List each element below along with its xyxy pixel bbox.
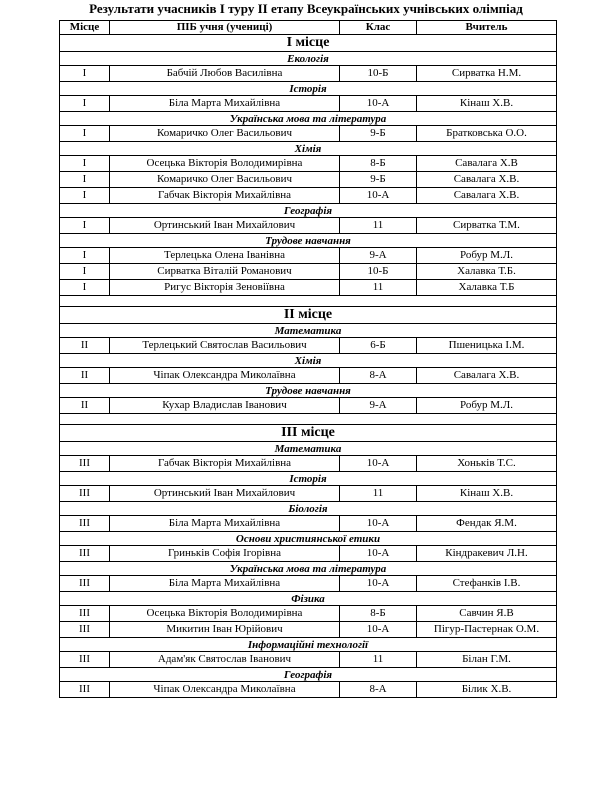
teacher-cell: Білик Х.В. <box>417 682 557 698</box>
teacher-cell: Робур М.Л. <box>417 398 557 414</box>
class-cell: 8-Б <box>340 606 417 622</box>
class-cell: 11 <box>340 218 417 234</box>
place-cell: ІІ <box>60 398 110 414</box>
class-cell: 10-Б <box>340 264 417 280</box>
class-cell: 9-А <box>340 248 417 264</box>
teacher-cell: Халавка Т.Б. <box>417 264 557 280</box>
table-row <box>60 126 557 142</box>
place-heading: І місце <box>60 35 557 52</box>
student-name-cell: Ортинський Іван Михайлович <box>110 218 340 234</box>
subject-row <box>60 668 557 682</box>
class-cell: 11 <box>340 486 417 502</box>
place-heading: ІІ місце <box>60 307 557 324</box>
class-cell: 10-А <box>340 622 417 638</box>
subject-heading: Хімія <box>60 142 557 156</box>
place-cell: ІІІ <box>60 576 110 592</box>
results-table <box>59 20 557 698</box>
subject-heading: Математика <box>60 442 557 456</box>
table-row <box>60 622 557 638</box>
subject-row <box>60 442 557 456</box>
place-heading: ІІІ місце <box>60 425 557 442</box>
teacher-cell: Савалага Х.В <box>417 156 557 172</box>
class-cell: 10-Б <box>340 66 417 82</box>
table-row <box>60 398 557 414</box>
student-name-cell: Микитин Іван Юрійович <box>110 622 340 638</box>
table-row <box>60 606 557 622</box>
subject-row <box>60 354 557 368</box>
student-name-cell: Гриньків Софія Ігорівна <box>110 546 340 562</box>
col-header-class: Клас <box>340 21 417 35</box>
table-row <box>60 156 557 172</box>
teacher-cell: Братковська О.О. <box>417 126 557 142</box>
place-cell: ІІІ <box>60 486 110 502</box>
class-cell: 9-Б <box>340 126 417 142</box>
student-name-cell: Біла Марта Михайлівна <box>110 96 340 112</box>
spacer-cell <box>60 296 557 307</box>
place-cell: ІІ <box>60 338 110 354</box>
place-cell: І <box>60 218 110 234</box>
subject-heading: Українська мова та література <box>60 562 557 576</box>
place-cell: І <box>60 248 110 264</box>
subject-heading: Біологія <box>60 502 557 516</box>
student-name-cell: Чіпак Олександра Миколаївна <box>110 368 340 384</box>
class-cell: 11 <box>340 280 417 296</box>
subject-row <box>60 324 557 338</box>
place-cell: І <box>60 280 110 296</box>
teacher-cell: Сирватка Т.М. <box>417 218 557 234</box>
class-cell: 10-А <box>340 96 417 112</box>
student-name-cell: Сирватка Віталій Романович <box>110 264 340 280</box>
subject-row <box>60 638 557 652</box>
results-body <box>60 35 557 698</box>
place-cell: ІІІ <box>60 606 110 622</box>
student-name-cell: Адам'як Святослав Іванович <box>110 652 340 668</box>
subject-row <box>60 472 557 486</box>
place-cell: І <box>60 66 110 82</box>
spacer-row <box>60 414 557 425</box>
teacher-cell: Фендак Я.М. <box>417 516 557 532</box>
student-name-cell: Габчак Вікторія Михайлівна <box>110 456 340 472</box>
subject-row <box>60 592 557 606</box>
subject-heading: Математика <box>60 324 557 338</box>
table-row <box>60 218 557 234</box>
subject-row <box>60 562 557 576</box>
student-name-cell: Габчак Вікторія Михайлівна <box>110 188 340 204</box>
class-cell: 10-А <box>340 546 417 562</box>
teacher-cell: Пшеницька І.М. <box>417 338 557 354</box>
place-heading-row <box>60 425 557 442</box>
student-name-cell: Осецька Вікторія Володимирівна <box>110 156 340 172</box>
teacher-cell: Савалага Х.В. <box>417 172 557 188</box>
student-name-cell: Біла Марта Михайлівна <box>110 576 340 592</box>
teacher-cell: Кіндракевич Л.Н. <box>417 546 557 562</box>
student-name-cell: Терлецька Олена Іванівна <box>110 248 340 264</box>
class-cell: 10-А <box>340 188 417 204</box>
teacher-cell: Савалага Х.В. <box>417 368 557 384</box>
class-cell: 10-А <box>340 516 417 532</box>
place-cell: ІІІ <box>60 516 110 532</box>
teacher-cell: Білан Г.М. <box>417 652 557 668</box>
place-cell: ІІІ <box>60 546 110 562</box>
student-name-cell: Ригус Вікторія Зеновіївна <box>110 280 340 296</box>
student-name-cell: Ортинський Іван Михайлович <box>110 486 340 502</box>
subject-heading: Історія <box>60 82 557 96</box>
subject-heading: Екологія <box>60 52 557 66</box>
student-name-cell: Комаричко Олег Васильович <box>110 126 340 142</box>
class-cell: 8-А <box>340 682 417 698</box>
table-row <box>60 96 557 112</box>
subject-row <box>60 142 557 156</box>
spacer-row <box>60 296 557 307</box>
subject-heading: Географія <box>60 204 557 218</box>
subject-row <box>60 112 557 126</box>
place-cell: І <box>60 188 110 204</box>
student-name-cell: Бабчій Любов Василівна <box>110 66 340 82</box>
student-name-cell: Комаричко Олег Васильович <box>110 172 340 188</box>
subject-heading: Основи християнської етики <box>60 532 557 546</box>
place-heading-row <box>60 35 557 52</box>
subject-row <box>60 82 557 96</box>
teacher-cell: Халавка Т.Б <box>417 280 557 296</box>
class-cell: 11 <box>340 652 417 668</box>
teacher-cell: Кінаш Х.В. <box>417 96 557 112</box>
table-row <box>60 546 557 562</box>
col-header-place: Місце <box>60 21 110 35</box>
teacher-cell: Пігур-Пастернак О.М. <box>417 622 557 638</box>
subject-heading: Трудове навчання <box>60 384 557 398</box>
class-cell: 10-А <box>340 456 417 472</box>
subject-heading: Географія <box>60 668 557 682</box>
subject-heading: Інформаційні технології <box>60 638 557 652</box>
subject-heading: Трудове навчання <box>60 234 557 248</box>
table-row <box>60 516 557 532</box>
table-row <box>60 280 557 296</box>
class-cell: 9-Б <box>340 172 417 188</box>
student-name-cell: Кухар Владислав Іванович <box>110 398 340 414</box>
student-name-cell: Чіпак Олександра Миколаївна <box>110 682 340 698</box>
teacher-cell: Стефанків І.В. <box>417 576 557 592</box>
class-cell: 8-Б <box>340 156 417 172</box>
teacher-cell: Савчин Я.В <box>417 606 557 622</box>
teacher-cell: Робур М.Л. <box>417 248 557 264</box>
place-cell: І <box>60 126 110 142</box>
col-header-student: ПІБ учня (учениці) <box>110 21 340 35</box>
class-cell: 9-А <box>340 398 417 414</box>
table-row <box>60 248 557 264</box>
teacher-cell: Хоньків Т.С. <box>417 456 557 472</box>
student-name-cell: Біла Марта Михайлівна <box>110 516 340 532</box>
place-cell: ІІ <box>60 368 110 384</box>
subject-row <box>60 532 557 546</box>
student-name-cell: Осецька Вікторія Володимирівна <box>110 606 340 622</box>
subject-heading: Фізика <box>60 592 557 606</box>
table-row <box>60 264 557 280</box>
teacher-cell: Кінаш Х.В. <box>417 486 557 502</box>
col-header-teacher: Вчитель <box>417 21 557 35</box>
subject-heading: Хімія <box>60 354 557 368</box>
header-row <box>60 21 557 35</box>
subject-heading: Українська мова та література <box>60 112 557 126</box>
subject-row <box>60 384 557 398</box>
table-row <box>60 368 557 384</box>
place-cell: І <box>60 96 110 112</box>
subject-row <box>60 502 557 516</box>
class-cell: 8-А <box>340 368 417 384</box>
table-row <box>60 338 557 354</box>
table-row <box>60 188 557 204</box>
place-cell: І <box>60 264 110 280</box>
page-title: Результати учасників І туру ІІ етапу Всеукраїнських учнівських олімпіад <box>89 1 523 16</box>
table-row <box>60 66 557 82</box>
class-cell: 6-Б <box>340 338 417 354</box>
table-row <box>60 576 557 592</box>
place-cell: ІІІ <box>60 682 110 698</box>
table-row <box>60 682 557 698</box>
subject-row <box>60 234 557 248</box>
table-row <box>60 486 557 502</box>
place-heading-row <box>60 307 557 324</box>
subject-row <box>60 204 557 218</box>
teacher-cell: Савалага Х.В. <box>417 188 557 204</box>
spacer-cell <box>60 414 557 425</box>
table-row <box>60 652 557 668</box>
place-cell: ІІІ <box>60 456 110 472</box>
student-name-cell: Терлецький Святослав Васильович <box>110 338 340 354</box>
place-cell: І <box>60 172 110 188</box>
class-cell: 10-А <box>340 576 417 592</box>
table-row <box>60 172 557 188</box>
place-cell: І <box>60 156 110 172</box>
place-cell: ІІІ <box>60 652 110 668</box>
place-cell: ІІІ <box>60 622 110 638</box>
subject-heading: Історія <box>60 472 557 486</box>
table-row <box>60 456 557 472</box>
teacher-cell: Сирватка Н.М. <box>417 66 557 82</box>
subject-row <box>60 52 557 66</box>
